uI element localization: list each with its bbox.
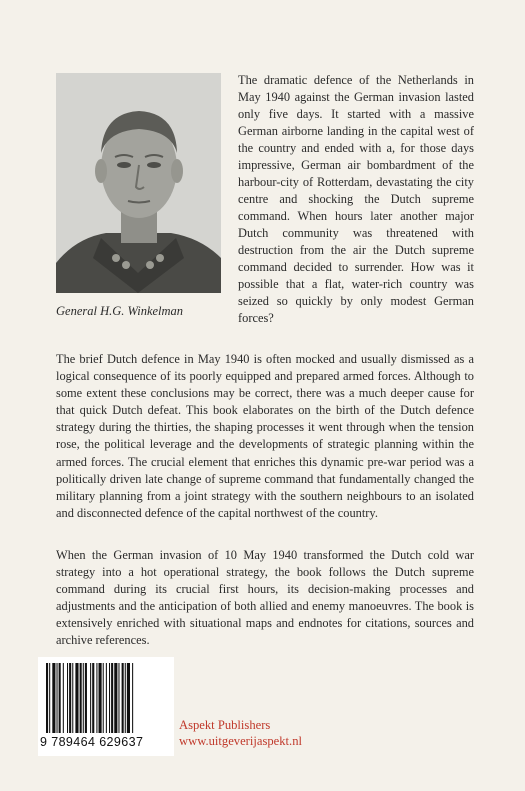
isbn-number: 9 789464 629637 [40,735,144,749]
barcode-bar [57,663,58,733]
barcode-bar [92,663,94,733]
publisher-name: Aspekt Publishers [179,718,271,732]
body-paragraph-1: The brief Dutch defence in May 1940 is often mocked and usually dismissed as a logical consequence of its poorly equipped and prepared armed forces. Although to some extent these conclusions may be correct, there was a much deeper cause for that quick Dutch defeat. This book elaborates on the birth of the Dutch defence strategy during the thirties, the shaping processes it went through when the tension rose, the political leverage and the developments of strategic planning within the armed forces. The crucial element that enriches this dynamic pre-war period was a politically driven late change of supreme command that fundamentally changed the military planning from a joint strategy with the southern neighbours to an isolated and disconnected defence of the capital northwest of the country. [56,352,474,520]
barcode-bar [111,663,113,733]
barcode-bar [49,663,50,733]
body-paragraph-2: When the German invasion of 10 May 1940 transformed the Dutch cold war strategy into a hot operational strategy, the book follows the Dutch supreme command during its crucial first hours, its decision-making processes and adjustments and the anticipation of both allied and enemy manoeuvres. The book is extensively enriched with situational maps and endnotes for citations, sources and archive references. [56,548,474,648]
barcode-bar [85,663,87,733]
barcode-bar [122,663,124,733]
barcode-bar [63,663,64,733]
barcode-bar [72,663,73,733]
isbn-barcode [38,657,174,756]
barcode-bar [80,663,82,733]
barcode-bar [52,663,55,733]
barcode-bar [114,663,117,733]
portrait-photo [56,73,221,293]
intro-paragraph: The dramatic defence of the Netherlands in May 1940 against the German invasion lasted only five days. It started with a massive German airborne landing in the capital west of the country and ended with a, for those days impressive, German air bombardment of the harbour-city of Rotterdam, devastating the city centre and shocking the Dutch supreme command. When hours later another major Dutch community was threatened with destruction from the air the Dutch supreme command decided to surrender. How was it possible that a flat, water-rich country was seized so quickly by only modest German forces? [238,73,474,325]
publisher-website[interactable]: www.uitgeverijaspekt.nl [179,734,302,748]
barcode-bar [75,663,78,733]
barcode-bar [106,663,107,733]
barcode-bar [127,663,130,733]
portrait-illustration [56,73,221,293]
barcode-bar [132,663,133,733]
barcode-bar [99,663,102,733]
barcode-bar [125,663,126,733]
barcode-bar [103,663,104,733]
barcode-bar [69,663,71,733]
portrait-caption: General H.G. Winkelman [56,304,184,318]
publisher-block [179,717,302,749]
barcode-bar [59,663,61,733]
barcode-bar [83,663,84,733]
barcode-bars [44,663,168,733]
barcode-bar [96,663,97,733]
barcode-bar [67,663,68,733]
barcode-bar [90,663,91,733]
barcode-bar [46,663,48,733]
barcode-bar [118,663,119,733]
barcode-bar [109,663,110,733]
